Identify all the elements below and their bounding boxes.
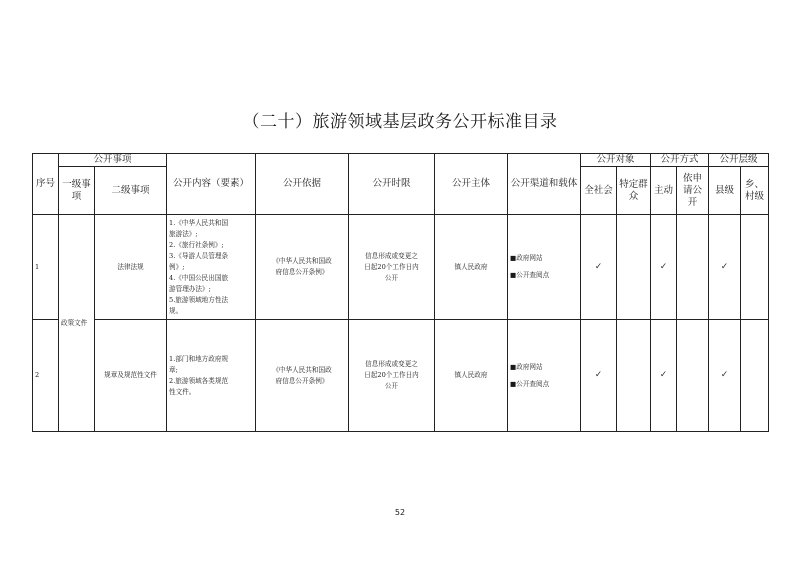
level2-cell: 规章及规范性文件 [95,320,167,432]
header-society: 全社会 [581,167,617,215]
basis-cell: 《中华人民共和国政 府信息公开条例》 [256,215,349,320]
header-specific: 特定群众 [617,167,651,215]
row-seq: 1 [33,215,59,320]
content-cell: 1.部门和地方政府规 章; 2.旅游领域各类规范 性文件。 [167,320,256,432]
page-number: 52 [394,508,406,517]
header-time-limit: 公开时限 [349,154,435,215]
disclosure-catalog-table [32,153,769,432]
time-limit-cell: 信息形成或变更之 日起20个工作日内 公开 [349,320,435,432]
check-icon: ✓ [651,320,677,432]
subject-cell: 镇人民政府 [435,215,508,320]
check-icon: ✓ [709,215,741,320]
header-content: 公开内容（要素） [167,154,256,215]
check-icon: ✓ [581,215,617,320]
header-active: 主动 [651,167,677,215]
header-township: 乡、村级 [741,167,769,215]
header-county: 县级 [709,167,741,215]
row-seq: 2 [33,320,59,432]
table-row [33,215,769,320]
basis-cell: 《中华人民共和国政 府信息公开条例》 [256,320,349,432]
check-icon: ✓ [581,320,617,432]
subject-cell: 镇人民政府 [435,320,508,432]
header-tier: 公开层级 [709,154,769,167]
level1-cell: 政策文件 [59,215,95,432]
channel-cell: ■政府网站 ■公开查阅点 [508,320,581,432]
header-level2: 二级事项 [95,167,167,215]
header-level1: 一级事项 [59,167,95,215]
header-on-request: 依申请公开 [677,167,709,215]
level2-cell: 法律法规 [95,215,167,320]
header-basis: 公开依据 [256,154,349,215]
check-icon: ✓ [651,215,677,320]
header-subject: 公开主体 [435,154,508,215]
header-seq: 序号 [33,154,59,215]
channel-cell: ■政府网站 ■公开查阅点 [508,215,581,320]
header-channel: 公开渠道和载体 [508,154,581,215]
time-limit-cell: 信息形成或变更之 日起20个工作日内 公开 [349,215,435,320]
table-row [33,320,769,432]
header-matters: 公开事项 [59,154,167,167]
check-icon: ✓ [709,320,741,432]
header-method: 公开方式 [651,154,709,167]
content-cell: 1.《中华人民共和国 旅游法》; 2.《旅行社条例》; 3.《导游人员管理条 例》; 4.《中国公民出国旅 游管理办法》; 5.旅游领域地方性法 规。 [167,215,256,320]
page-title: （二十）旅游领域基层政务公开标准目录 [242,112,558,132]
header-audience: 公开对象 [581,154,651,167]
